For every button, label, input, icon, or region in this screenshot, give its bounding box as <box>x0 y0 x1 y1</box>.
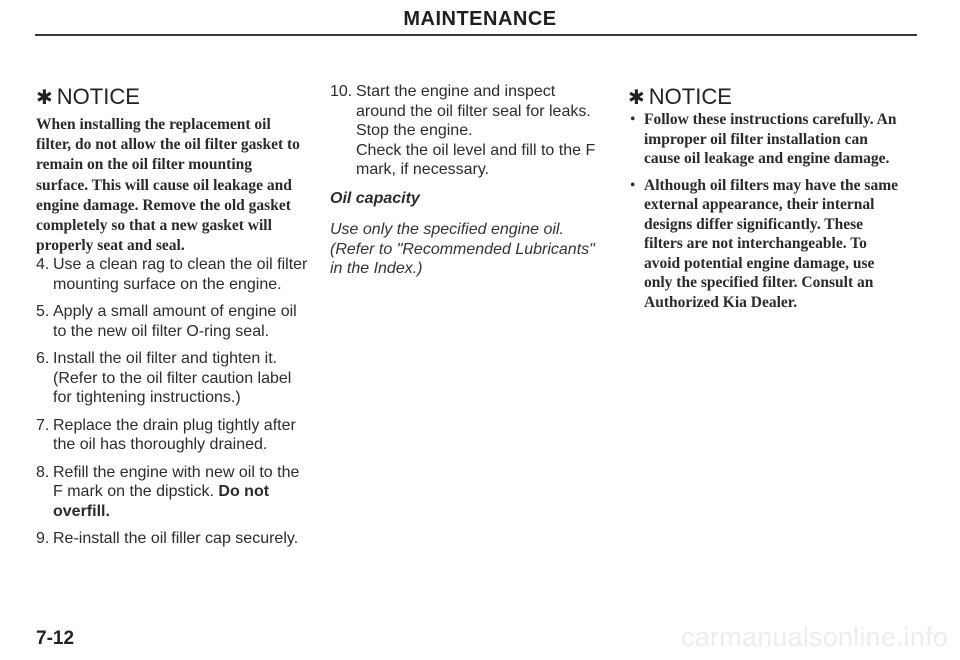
notice-line: engine damage. Remove the old gasket <box>36 196 291 214</box>
bullet-line: Follow these instructions carefully. An <box>644 111 897 128</box>
step-number: 10. <box>330 83 353 100</box>
step-line: Stop the engine. <box>356 122 473 139</box>
notice-line: When installing the replacement oil <box>36 116 271 133</box>
maintenance-steps-list-1 <box>36 255 326 557</box>
notice-line: completely so that a new gasket will <box>36 217 272 235</box>
step-line: Replace the drain plug tightly after <box>53 416 296 434</box>
step-line: Check the oil level and fill to the F <box>356 141 596 159</box>
step-line: around the oil filter seal for leaks. <box>356 102 591 120</box>
page-header-title: MAINTENANCE <box>403 8 557 30</box>
step-warning-text: Do not <box>218 483 270 500</box>
left-notice-title: NOTICE <box>56 84 140 109</box>
oil-capacity-text <box>330 220 625 279</box>
page-number: 7-12 <box>36 628 75 649</box>
capacity-line: in the Index.) <box>330 260 423 277</box>
step-line: mounting surface on the engine. <box>53 275 282 293</box>
step-line: for tightening instructions.) <box>53 389 241 406</box>
left-notice-heading <box>36 84 140 110</box>
step-item <box>36 302 326 341</box>
header-divider <box>35 34 917 36</box>
step-line: mark, if necessary. <box>356 161 490 178</box>
step-line: Use a clean rag to clean the oil filter <box>53 256 308 273</box>
site-watermark: carmanualsonline.info <box>681 622 948 652</box>
bullet-line: Authorized Kia Dealer. <box>644 293 798 311</box>
bullet-line: improper oil filter installation can <box>644 130 868 148</box>
step-line: Apply a small amount of engine oil <box>53 303 297 320</box>
step-line: (Refer to the oil filter caution label <box>53 369 292 387</box>
step-item <box>36 529 326 549</box>
step-number: 8. <box>36 463 50 481</box>
bullet-icon: • <box>630 176 636 194</box>
bullet-line: external appearance, their internal <box>644 196 875 213</box>
bullet-line: designs differ significantly. These <box>644 215 864 233</box>
bullet-line: only the specified filter. Consult an <box>644 274 874 291</box>
capacity-line: Use only the specified engine oil. <box>330 221 564 238</box>
step-number: 7. <box>36 416 50 434</box>
step-number: 6. <box>36 350 50 367</box>
step-item <box>330 82 625 180</box>
step-line: Refill the engine with new oil to the <box>53 463 300 481</box>
right-notice-title: NOTICE <box>648 84 732 109</box>
bullet-line: Although oil filters may have the same <box>644 176 899 194</box>
bullet-line: avoid potential engine damage, use <box>644 254 875 272</box>
step-line: Start the engine and inspect <box>356 83 556 100</box>
step-line: Re-install the oil filler cap securely. <box>53 530 299 547</box>
step-warning-line <box>53 502 326 522</box>
step-number: 4. <box>36 256 50 273</box>
right-notice-heading <box>628 84 732 110</box>
step-line: Install the oil filter and tighten it. <box>53 350 278 367</box>
step-line: the oil has thoroughly drained. <box>53 436 268 453</box>
notice-bullet-item <box>628 176 928 313</box>
notice-line: remain on the oil filter mounting <box>36 156 252 174</box>
right-notice-bullets <box>628 110 928 319</box>
step-item <box>36 463 326 522</box>
step-item <box>36 255 326 294</box>
step-warning-text: overfill. <box>53 502 110 520</box>
bullet-icon: • <box>630 111 636 128</box>
bullet-line: filters are not interchangeable. To <box>644 235 867 252</box>
step-number: 9. <box>36 530 50 547</box>
step-item <box>36 349 326 408</box>
step-line-with-warning <box>53 482 326 502</box>
step-number: 5. <box>36 303 50 320</box>
left-notice-text <box>36 115 326 256</box>
notice-line: surface. This will cause oil leakage and <box>36 176 292 194</box>
step-line-text: F mark on the dipstick. <box>53 483 214 500</box>
maintenance-steps-list-2 <box>330 82 625 188</box>
oil-capacity-heading: Oil capacity <box>330 190 420 207</box>
capacity-line: (Refer to "Recommended Lubricants" <box>330 240 595 258</box>
notice-line: filter, do not allow the oil filter gasket to <box>36 136 300 154</box>
notice-line: properly seat and seal. <box>36 237 185 255</box>
notice-bullet-item <box>628 110 928 169</box>
bullet-line: cause oil leakage and engine damage. <box>644 150 890 167</box>
asterisk-icon: ✱ <box>628 87 645 109</box>
step-line: to the new oil filter O-ring seal. <box>53 322 270 340</box>
asterisk-icon: ✱ <box>36 87 53 109</box>
step-item <box>36 416 326 455</box>
